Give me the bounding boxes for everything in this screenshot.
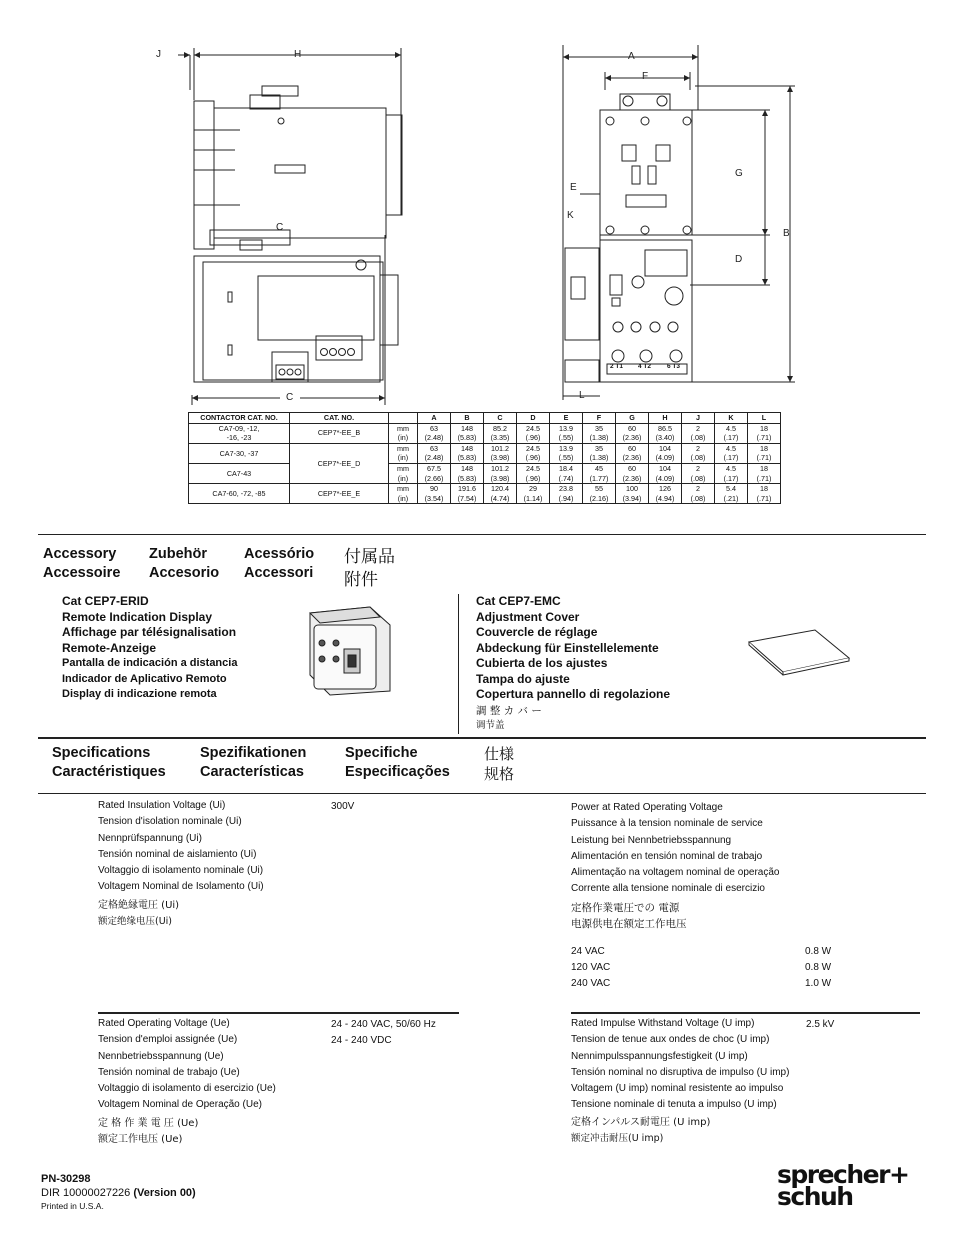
spec-power-value: 0.8 W [805, 946, 832, 957]
table-cell: 18 (.71) [748, 443, 781, 463]
table-cell: 86.5 (3.40) [649, 423, 682, 443]
spec-operating-line: Tension d'emploi assignée (Ue) [98, 1034, 238, 1046]
spec-power-zh: 电源供电在额定工作电压 [571, 918, 687, 931]
dim-label-e: E [570, 182, 577, 193]
table-cell: mm (in) [389, 484, 418, 504]
table-cell: 24.5 (.96) [517, 443, 550, 463]
table-header: K [715, 413, 748, 424]
divider [38, 793, 926, 794]
table-cell: 100 (3.94) [616, 484, 649, 504]
accessory-emc-line: Abdeckung für Einstellelemente [476, 640, 659, 655]
table-cell: 4.5 (.17) [715, 443, 748, 463]
table-header: H [649, 413, 682, 424]
dim-label-c-upper: C [276, 222, 284, 233]
table-cell: 148 (5.83) [451, 463, 484, 483]
table-cell: 2 (.08) [682, 443, 715, 463]
table-cell: 18 (.71) [748, 423, 781, 443]
spec-impulse-line: Tensione nominale di tenuta a impulso (U imp) [571, 1099, 777, 1111]
table-cell: 23.8 (.94) [550, 484, 583, 504]
table-cell: 2 (.08) [682, 463, 715, 483]
accessory-heading-en: Accessory [43, 546, 117, 562]
spec-power-block [571, 800, 831, 932]
table-cell: 24.5 (.96) [517, 423, 550, 443]
spec-power-line: Power at Rated Operating Voltage [571, 802, 723, 813]
table-cell: mm (in) [389, 463, 418, 483]
table-header: B [451, 413, 484, 424]
spec-insulation-line: Nennprüfspannung (Ui) [98, 832, 202, 844]
spec-operating-line: Nennbetriebsspannung (Ue) [98, 1050, 224, 1062]
spec-power-voltage: 24 VAC [571, 946, 605, 957]
spec-impulse-block [571, 1016, 811, 1147]
table-cell: 126 (4.94) [649, 484, 682, 504]
table-cell: 55 (2.16) [583, 484, 616, 504]
spec-operating-value: 24 - 240 VAC, 50/60 Hz [331, 1019, 436, 1030]
accessory-erid-line: Pantalla de indicación a distancia [62, 657, 238, 669]
accessory-erid-line: Indicador de Aplicativo Remoto [62, 672, 227, 685]
column-divider [458, 594, 459, 734]
accessory-heading-pt: Acessório [244, 546, 315, 562]
spec-heading-pt: Especificações [345, 764, 450, 780]
accessory-erid-line: Affichage par télésignalisation [62, 625, 237, 639]
spec-operating-line: Rated Operating Voltage (Ue) [98, 1018, 230, 1029]
table-cell: 2 (.08) [682, 423, 715, 443]
dim-label-d: D [735, 254, 743, 265]
spec-heading-fr: Caractéristiques [52, 764, 166, 780]
spec-operating-ja: 定 格 作 業 電 圧 (Ue) [98, 1117, 199, 1129]
accessory-erid-title: Cat CEP7-ERID [62, 594, 149, 608]
dim-label-a: A [628, 51, 635, 62]
table-cell: 60 (2.36) [616, 423, 649, 443]
dir-number: DIR 10000027226 [41, 1186, 131, 1199]
table-row [189, 443, 781, 463]
dim-label-c: C [286, 392, 294, 403]
table-cell: 35 (1.38) [583, 443, 616, 463]
spec-impulse-value: 2.5 kV [806, 1019, 835, 1030]
terminal-label-t3: 6 T3 [667, 363, 681, 370]
table-header: CAT. NO. [290, 413, 389, 424]
dim-label-j: J [156, 49, 161, 60]
logo-line: schuh [777, 1182, 853, 1211]
spec-impulse-line: Tensión nominal no disruptiva de impulso (U imp) [571, 1066, 790, 1078]
table-cell: 13.9 (.55) [550, 423, 583, 443]
logo-line: sprecher+ [777, 1160, 909, 1189]
table-header [389, 413, 418, 424]
table-cell: 45 (1.77) [583, 463, 616, 483]
accessory-heading-fr: Accessoire [43, 565, 121, 581]
table-header: A [418, 413, 451, 424]
table-cell: 35 (1.38) [583, 423, 616, 443]
table-cell: CA7-09, -12, -16, -23 [189, 423, 290, 443]
part-number: PN-30298 [41, 1173, 91, 1185]
spec-heading-zh: 规格 [484, 765, 515, 783]
table-cell: 63 (2.48) [418, 423, 451, 443]
spec-operating-line: Tensión nominal de trabajo (Ue) [98, 1066, 240, 1078]
accessory-emc-line: Copertura pannello di regolazione [476, 687, 671, 701]
spec-power-value: 1.0 W [805, 978, 832, 989]
table-cell: 13.9 (.55) [550, 443, 583, 463]
table-cell: 191.6 (7.54) [451, 484, 484, 504]
table-cell: 18.4 (.74) [550, 463, 583, 483]
spec-operating-zh: 额定工作电压 (Ue) [98, 1134, 183, 1146]
table-header: G [616, 413, 649, 424]
spec-insulation-line: Voltagem Nominal de Isolamento (Ui) [98, 881, 264, 893]
terminal-label-t2: 4 T2 [638, 363, 652, 370]
accessory-emc-ja: 調 整 カ バ ー [476, 704, 542, 717]
dim-label-l: L [579, 390, 585, 401]
divider [98, 1012, 459, 1014]
spec-operating-values [331, 1017, 436, 1049]
table-cell: 104 (4.09) [649, 463, 682, 483]
table-cell: 101.2 (3.98) [484, 463, 517, 483]
footer-info [41, 1173, 196, 1212]
table-cell: CA7-30, -37 [189, 443, 290, 463]
accessory-emc-line: Tampa do ajuste [476, 671, 570, 686]
dim-label-h: H [294, 49, 302, 60]
table-cell: 67.5 (2.66) [418, 463, 451, 483]
dim-label-b: B [783, 228, 790, 239]
spec-impulse-line: Rated Impulse Withstand Voltage (U imp) [571, 1018, 755, 1029]
table-cell: 148 (5.83) [451, 443, 484, 463]
table-cell: CEP7*-EE_D [290, 443, 389, 483]
spec-heading-ja: 仕様 [484, 745, 515, 763]
spec-power-line: Corrente alla tensione nominale di esercizio [571, 883, 765, 895]
spec-heading-es: Características [200, 764, 304, 780]
divider [571, 1012, 920, 1014]
table-cell: CA7-60, -72, -85 [189, 484, 290, 504]
spec-power-voltage: 240 VAC [571, 978, 611, 989]
table-cell: 18 (.71) [748, 484, 781, 504]
spec-power-line: Puissance à la tension nominale de service [571, 818, 763, 830]
accessory-heading-zh: 附件 [344, 570, 378, 590]
spec-insulation-line: Tension d'isolation nominale (Ui) [98, 816, 242, 828]
spec-impulse-line: Tension de tenue aux ondes de choc (U imp) [571, 1034, 770, 1046]
spec-insulation-line: Tensión nominal de aislamiento (Ui) [98, 848, 257, 860]
table-cell: 5.4 (.21) [715, 484, 748, 504]
spec-power-ja: 定格作業電圧での 電源 [571, 901, 680, 914]
dim-label-k: K [567, 210, 574, 221]
accessory-heading-it: Accessori [244, 565, 314, 581]
spec-power-line: Alimentación en tensión nominal de trabajo [571, 850, 763, 862]
spec-operating-value: 24 - 240 VDC [331, 1035, 392, 1046]
accessory-heading-de: Zubehör [149, 546, 207, 562]
spec-impulse-line: Nennimpulsspannungsfestigkeit (U imp) [571, 1050, 748, 1062]
table-cell: CA7-43 [189, 463, 290, 483]
version-label: (Version 00) [133, 1186, 196, 1199]
spec-power-value: 0.8 W [805, 962, 832, 973]
table-cell: 60 (2.36) [616, 443, 649, 463]
spec-insulation-line: Rated Insulation Voltage (Ui) [98, 800, 226, 811]
table-cell: 18 (.71) [748, 463, 781, 483]
spec-impulse-ja: 定格インパルス耐電圧 (U imp) [571, 1116, 711, 1128]
company-logo [777, 1160, 909, 1211]
adjustment-cover-illustration [745, 628, 855, 678]
accessory-emc-line: Couvercle de réglage [476, 625, 598, 639]
spec-insulation-ja: 定格絶縁電圧 (Ui) [98, 899, 180, 911]
table-cell: 4.5 (.17) [715, 423, 748, 443]
table-header: E [550, 413, 583, 424]
table-cell: 4.5 (.17) [715, 463, 748, 483]
table-row [189, 423, 781, 443]
table-cell: mm (in) [389, 423, 418, 443]
spec-power-line: Alimentação na voltagem nominal de operação [571, 867, 780, 879]
printed-in: Printed in U.S.A. [41, 1201, 104, 1211]
divider [38, 737, 926, 739]
table-row [189, 484, 781, 504]
table-cell: 104 (4.09) [649, 443, 682, 463]
table-cell: 85.2 (3.35) [484, 423, 517, 443]
table-header: L [748, 413, 781, 424]
spec-power-line: Leistung bei Nennbetriebsspannung [571, 834, 732, 846]
table-cell: 148 (5.83) [451, 423, 484, 443]
table-cell: 2 (.08) [682, 484, 715, 504]
accessory-emc-line: Adjustment Cover [476, 609, 580, 624]
accessory-erid-line: Display di indicazione remota [62, 688, 217, 700]
table-cell: 29 (1.14) [517, 484, 550, 504]
spec-impulse-zh: 额定冲击耐压(U imp) [571, 1133, 664, 1145]
table-header: C [484, 413, 517, 424]
spec-operating-line: Voltaggio di isolamento di esercizio (Ue) [98, 1083, 276, 1095]
divider [38, 534, 926, 535]
dim-label-g: G [735, 168, 743, 179]
table-cell: 90 (3.54) [418, 484, 451, 504]
accessory-emc-block [476, 594, 756, 733]
accessory-emc-line: Cubierta de los ajustes [476, 656, 608, 670]
table-cell: 101.2 (3.98) [484, 443, 517, 463]
accessory-heading-es: Accesorio [149, 565, 220, 581]
table-cell: CEP7*-EE_E [290, 484, 389, 504]
table-cell: 24.5 (.96) [517, 463, 550, 483]
spec-insulation-line: Voltaggio di isolamento nominale (Ui) [98, 865, 264, 877]
table-cell: 63 (2.48) [418, 443, 451, 463]
remote-display-illustration [300, 603, 400, 698]
table-cell: CEP7*-EE_B [290, 423, 389, 443]
accessory-heading-ja: 付属品 [344, 547, 395, 567]
spec-insulation-block [98, 798, 328, 930]
spec-operating-block [98, 1016, 328, 1148]
table-header: D [517, 413, 550, 424]
table-row [189, 463, 781, 483]
dim-label-f: F [642, 71, 649, 82]
accessory-emc-title: Cat CEP7-EMC [476, 594, 561, 608]
spec-heading-de: Spezifikationen [200, 745, 307, 761]
table-header-row [189, 413, 781, 424]
spec-operating-line: Voltagem Nominal de Operação (Ue) [98, 1099, 262, 1111]
table-header: CONTACTOR CAT. NO. [189, 413, 290, 424]
spec-heading-en: Specifications [52, 745, 151, 761]
spec-insulation-value: 300V [331, 801, 355, 812]
table-cell: mm (in) [389, 443, 418, 463]
table-cell: 60 (2.36) [616, 463, 649, 483]
accessory-erid-line: Remote-Anzeige [62, 640, 157, 655]
dimensions-table [188, 412, 781, 504]
spec-impulse-line: Voltagem (U imp) nominal resistente ao impulso [571, 1083, 784, 1095]
spec-insulation-zh: 额定绝缘电压(Ui) [98, 916, 173, 928]
table-cell: 120.4 (4.74) [484, 484, 517, 504]
accessory-emc-zh: 调节盖 [476, 719, 505, 731]
spec-power-voltage: 120 VAC [571, 962, 611, 973]
terminal-label-t1: 2 T1 [610, 363, 624, 370]
table-header: F [583, 413, 616, 424]
accessory-erid-line: Remote Indication Display [62, 609, 213, 624]
table-header: J [682, 413, 715, 424]
spec-heading-it: Specifiche [345, 745, 418, 761]
